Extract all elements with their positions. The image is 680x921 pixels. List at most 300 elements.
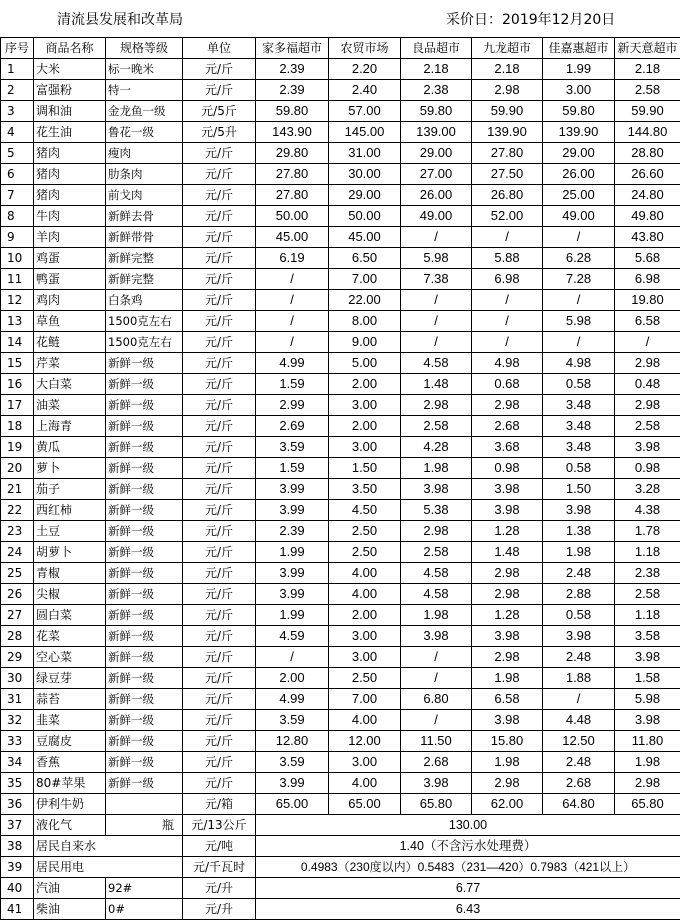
price-xintianyi: 24.80 [615, 185, 680, 206]
table-row [1, 773, 680, 794]
item-unit: 元/斤 [183, 311, 256, 332]
price-jiulong: 6.98 [472, 269, 543, 290]
table-row-diesel [1, 899, 680, 920]
price-xintianyi: 11.80 [615, 731, 680, 752]
price-liangpin: 2.58 [401, 416, 472, 437]
item-spec: 新鲜一级 [106, 710, 183, 731]
price-liangpin: 2.58 [401, 542, 472, 563]
price-xintianyi: 6.58 [615, 311, 680, 332]
price-jiulong: 27.50 [472, 164, 543, 185]
price-jiaduofu: 29.80 [256, 143, 329, 164]
row-index: 15 [1, 353, 34, 374]
price-xintianyi: 65.80 [615, 794, 680, 815]
price-liangpin: 6.80 [401, 689, 472, 710]
item-name: 猪肉 [34, 164, 106, 185]
item-unit: 元/斤 [183, 206, 256, 227]
price-jiaduofu: 4.99 [256, 689, 329, 710]
table-row [1, 458, 680, 479]
table-row [1, 731, 680, 752]
price-jiajiahui: / [543, 227, 615, 248]
price-liangpin: 49.00 [401, 206, 472, 227]
item-unit: 元/斤 [183, 500, 256, 521]
row-index: 32 [1, 710, 34, 731]
price-jiaduofu: 3.59 [256, 752, 329, 773]
row-index: 34 [1, 752, 34, 773]
row-index: 17 [1, 395, 34, 416]
price-xintianyi: 3.98 [615, 647, 680, 668]
item-spec: 新鲜一级 [106, 374, 183, 395]
price-xintianyi: 0.48 [615, 374, 680, 395]
price-jiulong: 6.58 [472, 689, 543, 710]
col-header-name: 商品名称 [34, 38, 106, 59]
item-spec: 特一 [106, 80, 183, 101]
price-nongmao: 145.00 [329, 122, 401, 143]
price-jiulong: 2.68 [472, 416, 543, 437]
row-index: 21 [1, 479, 34, 500]
col-header-spec: 规格等级 [106, 38, 183, 59]
item-name: 豆腐皮 [34, 731, 106, 752]
item-name: 花生油 [34, 122, 106, 143]
price-jiulong: 2.98 [472, 80, 543, 101]
item-spec: 新鲜一级 [106, 353, 183, 374]
price-xintianyi: 5.98 [615, 689, 680, 710]
item-name: 居民自来水 [34, 836, 183, 857]
price-jiaduofu: 45.00 [256, 227, 329, 248]
price-liangpin: / [401, 332, 472, 353]
item-unit: 元/吨 [183, 836, 256, 857]
price-xintianyi: 19.80 [615, 290, 680, 311]
price-liangpin: 1.48 [401, 374, 472, 395]
item-spec: 肋条肉 [106, 164, 183, 185]
page-header [0, 0, 680, 37]
item-spec: 新鲜一级 [106, 479, 183, 500]
price-liangpin: / [401, 311, 472, 332]
item-spec: 标一晚米 [106, 59, 183, 80]
item-name: 上海青 [34, 416, 106, 437]
row-index: 25 [1, 563, 34, 584]
price-jiulong: / [472, 332, 543, 353]
price-nongmao: 22.00 [329, 290, 401, 311]
price-nongmao: 3.00 [329, 395, 401, 416]
price-jiaduofu: 2.00 [256, 668, 329, 689]
price-jiulong: 62.00 [472, 794, 543, 815]
price-jiaduofu: 27.80 [256, 185, 329, 206]
price-liangpin: 4.28 [401, 437, 472, 458]
row-index: 13 [1, 311, 34, 332]
price-nongmao: 57.00 [329, 101, 401, 122]
price-nongmao: 6.50 [329, 248, 401, 269]
row-index: 20 [1, 458, 34, 479]
item-name: 土豆 [34, 521, 106, 542]
merged-price: 0.4983（230度以内）0.5483（231—420）0.7983（421以上） [256, 857, 680, 878]
row-index: 41 [1, 899, 34, 920]
item-name: 油菜 [34, 395, 106, 416]
item-spec: 新鲜一级 [106, 500, 183, 521]
item-spec: 前戈肉 [106, 185, 183, 206]
row-index: 10 [1, 248, 34, 269]
price-jiaduofu: 3.59 [256, 437, 329, 458]
item-spec: 新鲜一级 [106, 458, 183, 479]
price-nongmao: 3.00 [329, 647, 401, 668]
price-nongmao: 2.00 [329, 416, 401, 437]
row-index: 7 [1, 185, 34, 206]
item-spec: 0# [106, 899, 183, 920]
item-spec: 新鲜一级 [106, 752, 183, 773]
table-row [1, 80, 680, 101]
price-jiaduofu: 12.80 [256, 731, 329, 752]
price-jiajiahui: 3.48 [543, 416, 615, 437]
item-unit: 元/箱 [183, 794, 256, 815]
row-index: 23 [1, 521, 34, 542]
item-name: 猪肉 [34, 143, 106, 164]
price-jiajiahui: 3.98 [543, 626, 615, 647]
table-row [1, 710, 680, 731]
item-name: 青椒 [34, 563, 106, 584]
item-unit: 元/斤 [183, 710, 256, 731]
item-name: 居民用电 [34, 857, 183, 878]
item-spec: 新鲜完整 [106, 269, 183, 290]
price-nongmao: 2.00 [329, 374, 401, 395]
price-jiaduofu: 2.99 [256, 395, 329, 416]
price-xintianyi: 144.80 [615, 122, 680, 143]
price-jiajiahui: 2.68 [543, 773, 615, 794]
col-header-nongmao: 农贸市场 [329, 38, 401, 59]
table-row [1, 668, 680, 689]
price-jiajiahui: / [543, 290, 615, 311]
row-index: 38 [1, 836, 34, 857]
item-spec: 新鲜一级 [106, 647, 183, 668]
table-row [1, 521, 680, 542]
price-jiajiahui: 1.99 [543, 59, 615, 80]
row-index: 37 [1, 815, 34, 836]
price-jiajiahui: 3.98 [543, 500, 615, 521]
price-xintianyi: 1.78 [615, 521, 680, 542]
row-index: 1 [1, 59, 34, 80]
price-liangpin: / [401, 227, 472, 248]
item-spec: 新鲜一级 [106, 626, 183, 647]
item-name: 80#苹果 [34, 773, 106, 794]
item-spec: 新鲜一级 [106, 416, 183, 437]
price-jiajiahui: 7.28 [543, 269, 615, 290]
price-jiajiahui: 59.80 [543, 101, 615, 122]
col-header-jiaduofu: 家多福超市 [256, 38, 329, 59]
row-index: 8 [1, 206, 34, 227]
item-unit: 元/5斤 [183, 101, 256, 122]
price-jiajiahui: / [543, 689, 615, 710]
item-unit: 元/斤 [183, 731, 256, 752]
price-nongmao: 2.50 [329, 668, 401, 689]
item-spec: 新鲜一级 [106, 542, 183, 563]
price-jiaduofu: 3.99 [256, 773, 329, 794]
item-name: 圆白菜 [34, 605, 106, 626]
price-jiaduofu: / [256, 290, 329, 311]
item-spec: 新鲜一级 [106, 773, 183, 794]
organization-title: 清流县发展和改革局 [57, 12, 183, 28]
price-xintianyi: 49.80 [615, 206, 680, 227]
table-row [1, 584, 680, 605]
item-unit: 元/斤 [183, 437, 256, 458]
row-index: 19 [1, 437, 34, 458]
item-name: 富强粉 [34, 80, 106, 101]
price-jiulong: 5.88 [472, 248, 543, 269]
price-jiaduofu: 2.39 [256, 521, 329, 542]
price-jiulong: 27.80 [472, 143, 543, 164]
price-jiulong: / [472, 311, 543, 332]
price-jiaduofu: 1.99 [256, 605, 329, 626]
price-jiaduofu: 1.59 [256, 374, 329, 395]
price-nongmao: 3.50 [329, 479, 401, 500]
col-header-jiajiahui: 佳嘉惠超市 [543, 38, 615, 59]
item-name: 伊利牛奶 [34, 794, 106, 815]
price-liangpin: 2.38 [401, 80, 472, 101]
price-jiajiahui: 3.48 [543, 395, 615, 416]
price-jiulong: 3.98 [472, 626, 543, 647]
price-xintianyi: 1.98 [615, 752, 680, 773]
row-index: 16 [1, 374, 34, 395]
item-name: 羊肉 [34, 227, 106, 248]
row-index: 26 [1, 584, 34, 605]
price-nongmao: 8.00 [329, 311, 401, 332]
table-row [1, 206, 680, 227]
item-name: 鸭蛋 [34, 269, 106, 290]
price-jiaduofu: 6.19 [256, 248, 329, 269]
price-nongmao: 3.00 [329, 437, 401, 458]
price-jiaduofu: / [256, 647, 329, 668]
price-jiaduofu: 3.99 [256, 584, 329, 605]
price-nongmao: 4.00 [329, 710, 401, 731]
item-unit: 元/升 [183, 899, 256, 920]
table-row-electricity [1, 857, 680, 878]
item-spec: 新鲜去骨 [106, 206, 183, 227]
price-xintianyi: 3.28 [615, 479, 680, 500]
price-liangpin: 2.98 [401, 395, 472, 416]
col-header-unit: 单位 [183, 38, 256, 59]
price-jiaduofu: 2.69 [256, 416, 329, 437]
merged-price: 6.43 [256, 899, 680, 920]
price-liangpin: 1.98 [401, 605, 472, 626]
price-liangpin: / [401, 668, 472, 689]
price-jiajiahui: 6.28 [543, 248, 615, 269]
item-spec: 瘦肉 [106, 143, 183, 164]
item-unit: 元/斤 [183, 479, 256, 500]
table-row [1, 563, 680, 584]
price-liangpin: 26.00 [401, 185, 472, 206]
item-name: 大白菜 [34, 374, 106, 395]
item-unit: 元/斤 [183, 290, 256, 311]
row-index: 12 [1, 290, 34, 311]
price-jiulong: 3.98 [472, 500, 543, 521]
price-nongmao: 3.00 [329, 752, 401, 773]
item-unit: 元/斤 [183, 374, 256, 395]
table-row [1, 689, 680, 710]
item-unit: 元/斤 [183, 689, 256, 710]
table-row [1, 626, 680, 647]
price-jiulong: 1.28 [472, 605, 543, 626]
price-nongmao: 4.50 [329, 500, 401, 521]
survey-date: 采价日：2019年12月20日 [446, 12, 616, 28]
item-unit: 元/斤 [183, 353, 256, 374]
row-index: 36 [1, 794, 34, 815]
price-jiaduofu: 50.00 [256, 206, 329, 227]
price-liangpin: / [401, 647, 472, 668]
table-row [1, 437, 680, 458]
item-unit: 元/斤 [183, 416, 256, 437]
item-unit: 元/斤 [183, 521, 256, 542]
table-row [1, 395, 680, 416]
price-xintianyi: 2.58 [615, 80, 680, 101]
merged-price: 1.40（不含污水处理费） [256, 836, 680, 857]
item-spec: 白条鸡 [106, 290, 183, 311]
price-xintianyi: 2.98 [615, 773, 680, 794]
table-row [1, 374, 680, 395]
row-index: 30 [1, 668, 34, 689]
price-liangpin: 1.98 [401, 458, 472, 479]
price-liangpin: 5.98 [401, 248, 472, 269]
item-unit: 元/斤 [183, 80, 256, 101]
item-unit: 元/千瓦时 [183, 857, 256, 878]
item-unit: 元/斤 [183, 752, 256, 773]
price-jiulong: 59.90 [472, 101, 543, 122]
item-spec: 瓶 [106, 815, 183, 836]
item-spec: 新鲜一级 [106, 731, 183, 752]
price-xintianyi: 1.18 [615, 542, 680, 563]
price-jiulong: 3.68 [472, 437, 543, 458]
col-header-jiulong: 九龙超市 [472, 38, 543, 59]
price-jiaduofu: / [256, 311, 329, 332]
price-xintianyi: 4.38 [615, 500, 680, 521]
item-unit: 元/斤 [183, 605, 256, 626]
price-nongmao: 2.40 [329, 80, 401, 101]
item-name: 芹菜 [34, 353, 106, 374]
row-index: 3 [1, 101, 34, 122]
price-jiulong: 0.98 [472, 458, 543, 479]
row-index: 22 [1, 500, 34, 521]
item-name: 鸡蛋 [34, 248, 106, 269]
item-spec: 新鲜带骨 [106, 227, 183, 248]
item-spec [106, 794, 183, 815]
table-row [1, 311, 680, 332]
price-xintianyi: 2.58 [615, 416, 680, 437]
item-spec: 鲁花一级 [106, 122, 183, 143]
price-jiulong: 139.90 [472, 122, 543, 143]
row-index: 6 [1, 164, 34, 185]
item-name: 草鱼 [34, 311, 106, 332]
price-nongmao: 9.00 [329, 332, 401, 353]
price-jiaduofu: 27.80 [256, 164, 329, 185]
item-spec: 新鲜一级 [106, 605, 183, 626]
price-nongmao: 4.00 [329, 584, 401, 605]
item-unit: 元/斤 [183, 584, 256, 605]
price-xintianyi: 59.90 [615, 101, 680, 122]
item-unit: 元/斤 [183, 143, 256, 164]
price-jiulong: 2.18 [472, 59, 543, 80]
price-jiulong: 2.98 [472, 563, 543, 584]
row-index: 14 [1, 332, 34, 353]
price-xintianyi: / [615, 332, 680, 353]
price-table [0, 37, 680, 920]
price-nongmao: 4.00 [329, 563, 401, 584]
item-name: 胡萝卜 [34, 542, 106, 563]
row-index: 9 [1, 227, 34, 248]
price-liangpin: 4.58 [401, 584, 472, 605]
item-unit: 元/斤 [183, 647, 256, 668]
table-row [1, 500, 680, 521]
price-jiajiahui: 3.00 [543, 80, 615, 101]
price-nongmao: 7.00 [329, 269, 401, 290]
price-jiajiahui: 4.98 [543, 353, 615, 374]
item-name: 大米 [34, 59, 106, 80]
row-index: 35 [1, 773, 34, 794]
price-xintianyi: 3.98 [615, 710, 680, 731]
price-jiaduofu: 3.99 [256, 500, 329, 521]
price-xintianyi: 1.58 [615, 668, 680, 689]
price-jiajiahui: 64.80 [543, 794, 615, 815]
table-row-gasoline [1, 878, 680, 899]
price-liangpin: 7.38 [401, 269, 472, 290]
item-unit: 元/斤 [183, 59, 256, 80]
price-nongmao: 31.00 [329, 143, 401, 164]
item-unit: 元/斤 [183, 185, 256, 206]
price-jiaduofu: 143.90 [256, 122, 329, 143]
price-liangpin: 4.58 [401, 563, 472, 584]
price-jiulong: 1.98 [472, 668, 543, 689]
item-unit: 元/斤 [183, 395, 256, 416]
table-row [1, 605, 680, 626]
price-nongmao: 2.20 [329, 59, 401, 80]
item-unit: 元/升 [183, 878, 256, 899]
price-liangpin: / [401, 710, 472, 731]
price-jiulong: 15.80 [472, 731, 543, 752]
row-index: 31 [1, 689, 34, 710]
item-spec: 金龙鱼一级 [106, 101, 183, 122]
price-liangpin: 4.58 [401, 353, 472, 374]
price-liangpin: 2.18 [401, 59, 472, 80]
price-jiajiahui: 3.48 [543, 437, 615, 458]
price-jiaduofu: 3.99 [256, 479, 329, 500]
table-row [1, 752, 680, 773]
table-row-water [1, 836, 680, 857]
table-row [1, 479, 680, 500]
price-xintianyi: 2.98 [615, 395, 680, 416]
row-index: 40 [1, 878, 34, 899]
price-jiulong: 2.98 [472, 647, 543, 668]
price-xintianyi: 1.18 [615, 605, 680, 626]
col-header-index: 序号 [1, 38, 34, 59]
item-spec: 新鲜一级 [106, 689, 183, 710]
price-nongmao: 45.00 [329, 227, 401, 248]
item-spec: 新鲜一级 [106, 521, 183, 542]
price-jiulong: 1.28 [472, 521, 543, 542]
price-jiajiahui: 0.58 [543, 374, 615, 395]
item-spec: 新鲜完整 [106, 248, 183, 269]
table-row [1, 227, 680, 248]
price-jiulong: 52.00 [472, 206, 543, 227]
price-liangpin: 5.38 [401, 500, 472, 521]
price-jiajiahui: 2.88 [543, 584, 615, 605]
item-name: 韭菜 [34, 710, 106, 731]
item-unit: 元/斤 [183, 542, 256, 563]
price-jiaduofu: 59.80 [256, 101, 329, 122]
price-liangpin: 59.80 [401, 101, 472, 122]
item-name: 鸡肉 [34, 290, 106, 311]
item-name: 牛肉 [34, 206, 106, 227]
row-index: 2 [1, 80, 34, 101]
col-header-liangpin: 良品超市 [401, 38, 472, 59]
price-nongmao: 2.00 [329, 605, 401, 626]
price-jiajiahui: 139.90 [543, 122, 615, 143]
price-jiaduofu: 2.39 [256, 59, 329, 80]
price-xintianyi: 28.80 [615, 143, 680, 164]
